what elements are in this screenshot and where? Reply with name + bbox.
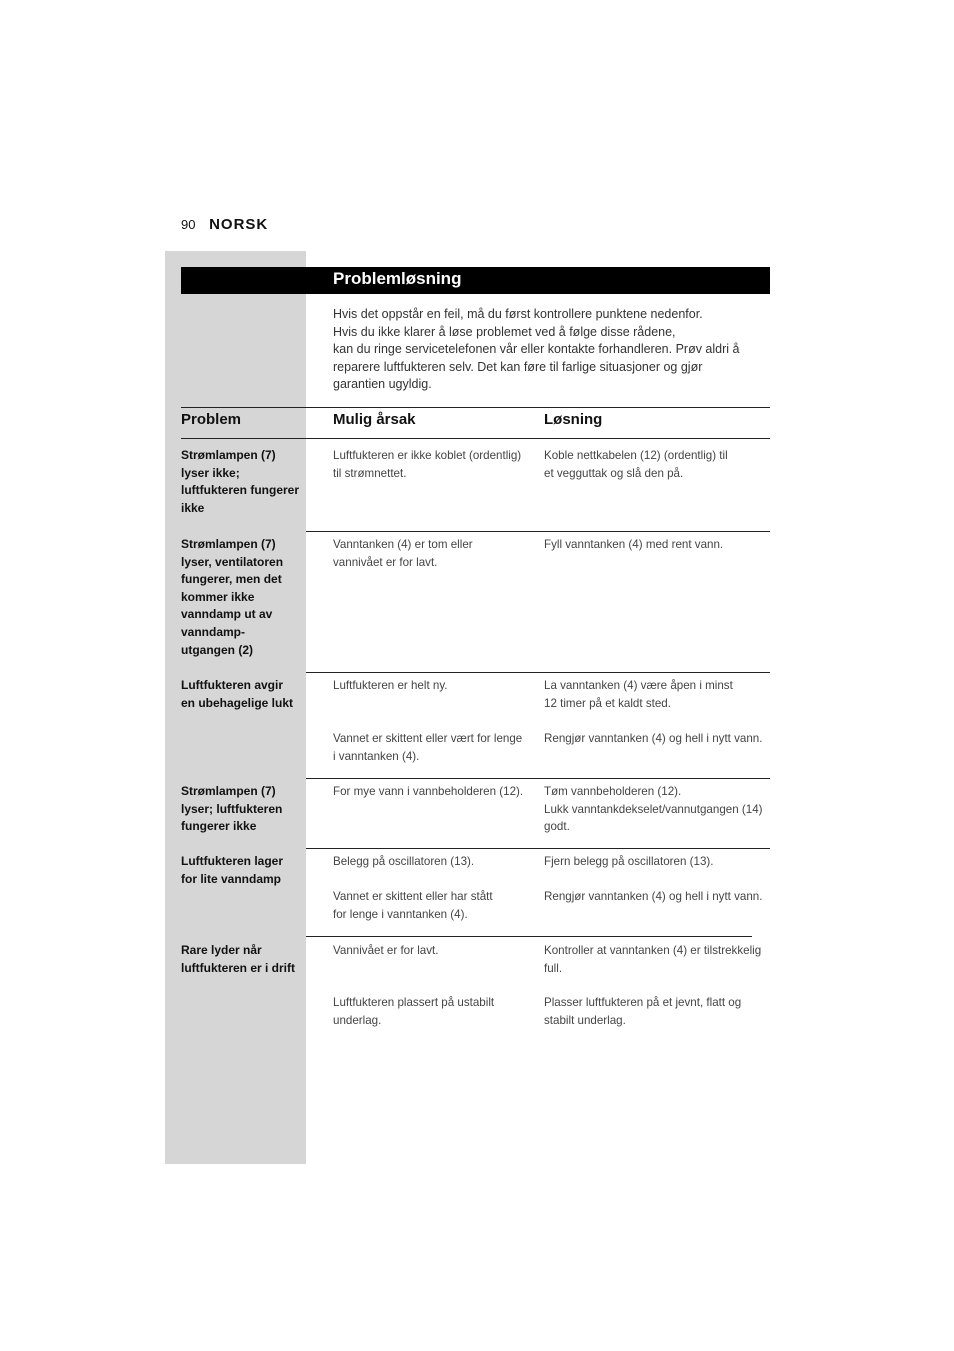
problem-line: utgangen (2): [181, 642, 253, 657]
cause-cell: [333, 447, 533, 482]
column-header-problem: Problem: [181, 411, 242, 428]
problem-cell: [181, 783, 309, 836]
solution-cell: [544, 888, 768, 906]
column-header-cause: Mulig årsak: [333, 411, 416, 428]
row-divider: [306, 936, 752, 937]
solution-line: Kontroller at vanntanken (4) er tilstrekkelig: [544, 944, 762, 957]
problem-line: fungerer, men det: [181, 572, 282, 587]
solution-cell: [544, 994, 768, 1029]
solution-cell: [544, 730, 768, 748]
solution-cell: [544, 447, 768, 482]
solution-line: full.: [544, 961, 563, 975]
solution-line: Plasser luftfukteren på et jevnt, flatt og: [544, 996, 742, 1009]
problem-line: fungerer ikke: [181, 819, 257, 834]
solution-line: Tøm vannbeholderen (12).: [544, 785, 682, 798]
solution-cell: [544, 677, 768, 712]
problem-line: lyser, ventilatoren: [181, 554, 284, 569]
cause-cell: [333, 783, 533, 801]
row-divider: [306, 531, 770, 532]
cause-line: underlag.: [333, 1013, 382, 1027]
cause-cell: [333, 536, 533, 571]
problem-line: Rare lyder når: [181, 943, 262, 957]
problem-cell: [181, 536, 309, 659]
cause-line: Belegg på oscillatoren (13).: [333, 855, 475, 868]
problem-line: Luftfukteren avgir: [181, 678, 284, 692]
problem-line: vanndamp-: [181, 624, 246, 639]
cause-cell: [333, 730, 533, 765]
solution-cell: [544, 942, 768, 977]
cause-line: Luftfukteren plassert på ustabilt: [333, 996, 495, 1009]
solution-line: godt.: [544, 820, 570, 833]
cause-cell: [333, 888, 533, 923]
solution-line: Rengjør vanntanken (4) og hell i nytt vann.: [544, 732, 763, 745]
solution-cell: [544, 536, 768, 554]
solution-line: 12 timer på et kaldt sted.: [544, 696, 671, 710]
solution-line: Fyll vanntanken (4) med rent vann.: [544, 538, 724, 551]
section-title-bar: [181, 267, 770, 294]
language-label: NORSK: [209, 216, 269, 233]
problem-cell: [181, 942, 309, 977]
problem-line: Luftfukteren lager: [181, 854, 284, 868]
cause-cell: [333, 942, 533, 960]
problem-line: luftfukteren fungerer: [181, 483, 300, 498]
solution-line: Koble nettkabelen (12) (ordentlig) til: [544, 449, 728, 462]
problem-line: en ubehagelige lukt: [181, 695, 294, 710]
solution-line: Fjern belegg på oscillatoren (13).: [544, 855, 714, 868]
solution-line: Rengjør vanntanken (4) og hell i nytt vann.: [544, 890, 763, 903]
problem-line: luftfukteren er i drift: [181, 960, 296, 975]
problem-line: lyser ikke;: [181, 465, 240, 480]
row-divider: [306, 778, 770, 779]
cause-line: Vannet er skittent eller har stått: [333, 890, 493, 903]
problem-line: lyser; luftfukteren: [181, 801, 283, 816]
column-header-solution: Løsning: [544, 411, 603, 428]
cause-line: Vanntanken (4) er tom eller: [333, 538, 473, 551]
problem-cell: [181, 677, 309, 712]
page-number: 90: [181, 217, 196, 232]
problem-line: Strømlampen (7): [181, 448, 276, 462]
cause-line: i vanntanken (4).: [333, 749, 420, 763]
solution-line: et vegguttak og slå den på.: [544, 466, 684, 480]
cause-line: Luftfukteren er ikke koblet (ordentlig): [333, 449, 522, 462]
cause-cell: [333, 994, 533, 1029]
cause-line: Vannet er skittent eller vært for lenge: [333, 732, 523, 745]
solution-line: La vanntanken (4) være åpen i minst: [544, 679, 733, 692]
solution-cell: [544, 853, 768, 871]
cause-line: vannivået er for lavt.: [333, 555, 438, 569]
solution-cell: [544, 783, 768, 836]
problem-cell: [181, 447, 309, 517]
intro-line: garantien ugyldig.: [333, 377, 432, 391]
problem-line: ikke: [181, 500, 205, 515]
cause-line: Luftfukteren er helt ny.: [333, 679, 448, 692]
problem-line: Strømlampen (7): [181, 784, 276, 798]
solution-line: Lukk vanntankdekselet/vannutgangen (14): [544, 802, 763, 816]
problem-line: kommer ikke: [181, 589, 255, 604]
problem-cell: [181, 853, 309, 888]
solution-line: stabilt underlag.: [544, 1013, 626, 1027]
table-top-rule: [181, 407, 770, 408]
intro-text: [333, 306, 763, 394]
problem-line: for lite vanndamp: [181, 871, 282, 886]
cause-line: til strømnettet.: [333, 466, 407, 480]
problem-line: vanndamp ut av: [181, 607, 273, 622]
intro-line: Hvis det oppstår en feil, må du først kontrollere punktene nedenfor.: [333, 307, 703, 321]
table-header-rule: [181, 438, 770, 439]
cause-line: for lenge i vanntanken (4).: [333, 907, 468, 921]
intro-line: kan du ringe servicetelefonen vår eller kontakte forhandleren. Prøv aldri å: [333, 342, 740, 356]
intro-line: reparere luftfukteren selv. Det kan føre til farlige situasjoner og gjør: [333, 359, 703, 374]
problem-line: Strømlampen (7): [181, 537, 276, 551]
row-divider: [306, 848, 770, 849]
cause-line: Vannivået er for lavt.: [333, 944, 439, 957]
cause-cell: [333, 853, 533, 871]
section-title: Problemløsning: [333, 269, 462, 288]
intro-line: Hvis du ikke klarer å løse problemet ved å følge disse rådene,: [333, 324, 676, 339]
row-divider: [306, 672, 770, 673]
page-header: [181, 216, 268, 233]
cause-cell: [333, 677, 533, 695]
cause-line: For mye vann i vannbeholderen (12).: [333, 785, 524, 798]
